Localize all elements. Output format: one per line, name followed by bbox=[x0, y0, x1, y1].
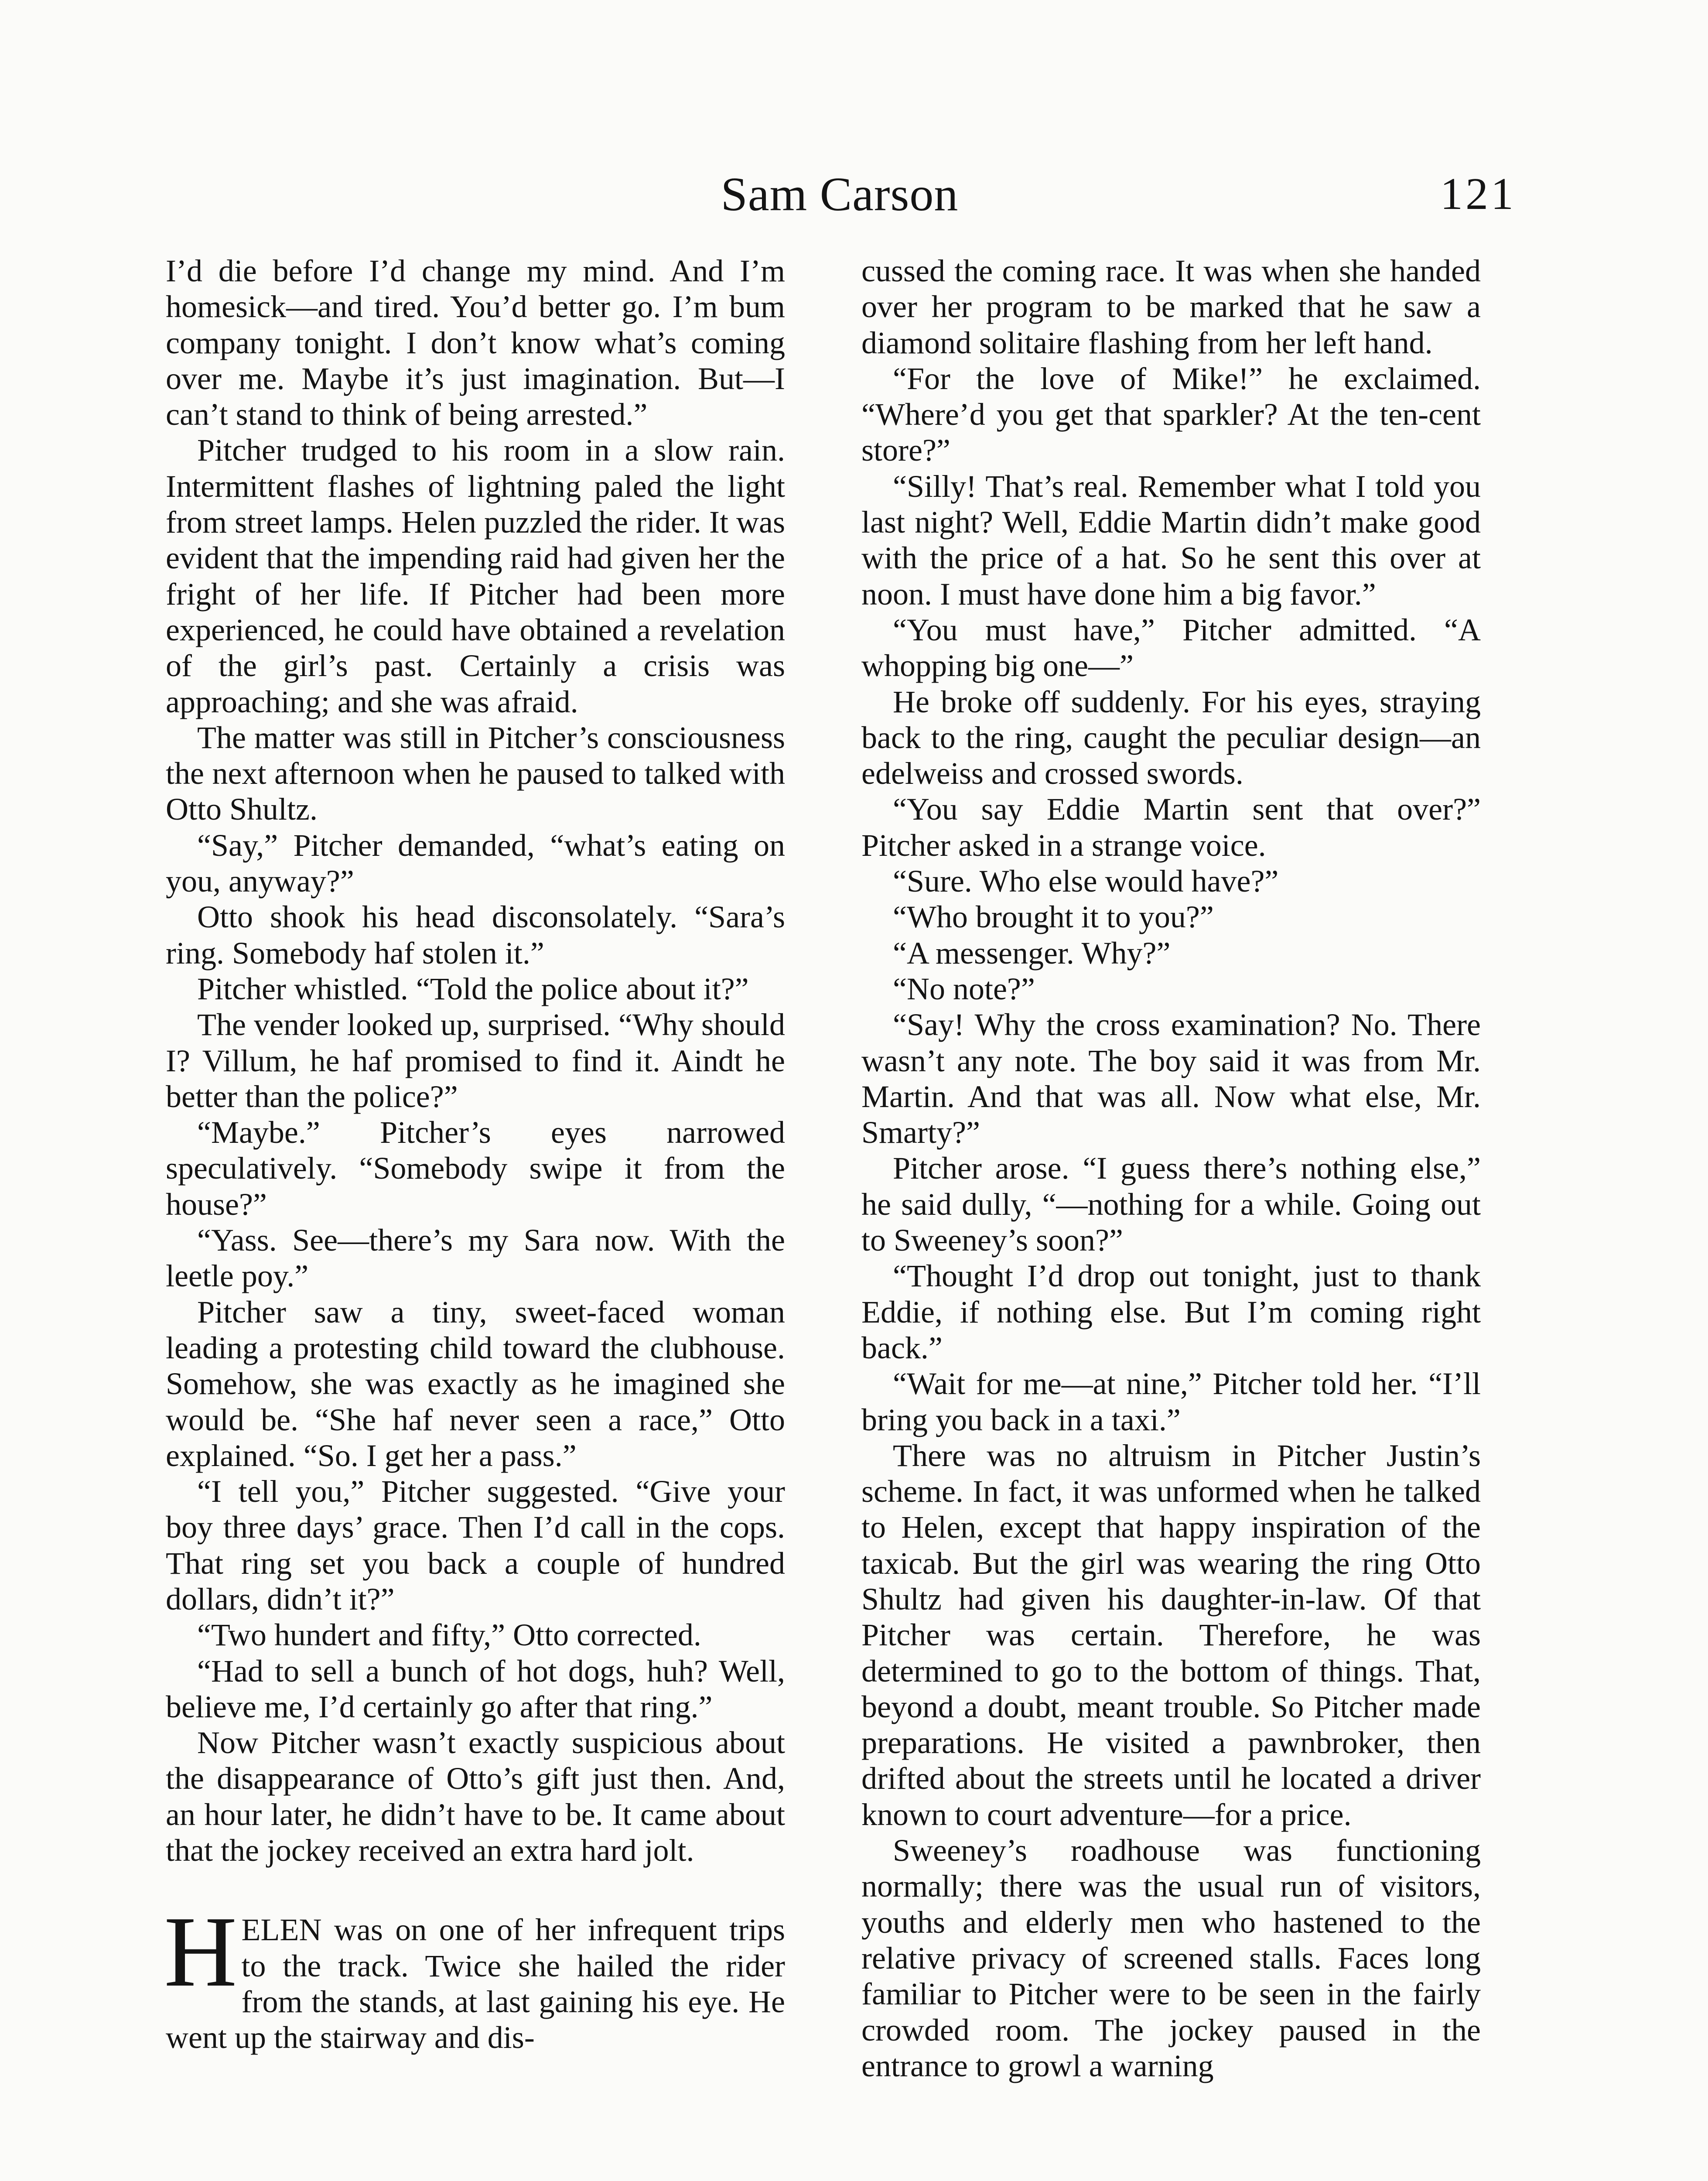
paragraph: “Say! Why the cross examination? No. There wasn’t any note. The boy said it was from Mr. Martin. And that was all. Now what else, Mr. Smarty?” bbox=[861, 1007, 1481, 1150]
paragraph: Pitcher trudged to his room in a slow rain. Intermittent flashes of lightning paled the light from street lamps. Helen puzzled the rider. It was evident that the impending raid had given her the fright of her life. If Pitcher had been more experienced, he could have obtained a revelation of the girl’s past. Certainly a crisis was approaching; and she was afraid. bbox=[166, 433, 785, 719]
paragraph: “A messenger. Why?” bbox=[893, 935, 1171, 971]
paragraph: “You must have,” Pitcher admitted. “A whopping big one—” bbox=[861, 612, 1481, 684]
paragraph: Pitcher arose. “I guess there’s nothing else,” he said dully, “—nothing for a while. Going out to Sweeney’s soon?” bbox=[861, 1151, 1481, 1258]
paragraph: “Wait for me—at nine,” Pitcher told her. “I’ll bring you back in a taxi.” bbox=[861, 1366, 1481, 1437]
paragraph: “For the love of Mike!” he exclaimed. “Where’d you get that sparkler? At the ten-cent store?” bbox=[861, 361, 1481, 468]
paragraph: He broke off suddenly. For his eyes, straying back to the ring, caught the peculiar design—an edelweiss and crossed swords. bbox=[861, 684, 1481, 791]
paragraph: “You say Eddie Martin sent that over?” Pitcher asked in a strange voice. bbox=[861, 792, 1481, 863]
paragraph: “Thought I’d drop out tonight, just to thank Eddie, if nothing else. But I’m coming right back.” bbox=[861, 1258, 1481, 1365]
paragraph: “Two hundert and fifty,” Otto corrected. bbox=[197, 1617, 701, 1653]
paragraph: Pitcher saw a tiny, sweet-faced woman leading a protesting child toward the clubhouse. Somehow, she was exactly as he imagined she would be. “She haf never seen a race,” Otto explained. “So. I get her a pass.” bbox=[166, 1294, 785, 1473]
paragraph: Now Pitcher wasn’t exactly suspicious about the disappearance of Otto’s gift just then. And, an hour later, he didn’t have to be. It came about that the jockey received an extra hard jolt. bbox=[166, 1725, 785, 1868]
running-head bbox=[0, 164, 1708, 225]
page-number: 121 bbox=[1440, 169, 1516, 219]
paragraph: Pitcher whistled. “Told the police about it?” bbox=[197, 971, 749, 1006]
paragraph: Otto shook his head disconsolately. “Sara’s ring. Somebody haf stolen it.” bbox=[166, 899, 785, 971]
paragraph: “Maybe.” Pitcher’s eyes narrowed speculatively. “Somebody swipe it from the house?” bbox=[166, 1115, 785, 1222]
paragraph: “Had to sell a bunch of hot dogs, huh? Well, believe me, I’d certainly go after that ring.” bbox=[166, 1653, 785, 1724]
running-title: Sam Carson bbox=[721, 168, 959, 221]
right-column bbox=[861, 253, 1481, 2084]
paragraph: “I tell you,” Pitcher suggested. “Give your boy three days’ grace. Then I’d call in the cops. That ring set you back a couple of hundred dollars, didn’t it?” bbox=[166, 1474, 785, 1617]
paragraph: “Who brought it to you?” bbox=[893, 899, 1214, 935]
paragraph: Sweeney’s roadhouse was functioning normally; there was the usual run of visitors, youths and elderly men who hastened to the relative privacy of screened stalls. Faces long familiar to Pitcher were to be seen in the fairly crowded room. The jockey paused in the entrance to growl a warning bbox=[861, 1833, 1481, 2083]
paragraph: “No note?” bbox=[893, 971, 1035, 1006]
paragraph: The matter was still in Pitcher’s consciousness the next afternoon when he paused to talked with Otto Shultz. bbox=[166, 720, 785, 827]
section-opening-text: ELEN was on one of her infrequent trips to the track. Twice she hailed the rider from the stands, at last gaining his eye. He went up the stairway and dis- bbox=[166, 1912, 785, 2055]
paragraph: “Silly! That’s real. Remember what I told you last night? Well, Eddie Martin didn’t make good with the price of a hat. So he sent this over at noon. I must have done him a big favor.” bbox=[861, 468, 1481, 612]
paragraph: The vender looked up, surprised. “Why should I? Villum, he haf promised to find it. Aindt he better than the police?” bbox=[166, 1007, 785, 1114]
paragraph: “Yass. See—there’s my Sara now. With the leetle poy.” bbox=[166, 1223, 785, 1294]
drop-cap: H bbox=[164, 1896, 237, 2008]
paragraph: cussed the coming race. It was when she handed over her program to be marked that he saw a diamond solitaire flashing from her left hand. bbox=[861, 253, 1481, 360]
left-column bbox=[166, 253, 785, 2056]
paragraph: I’d die before I’d change my mind. And I’m homesick—and tired. You’d better go. I’m bum company tonight. I don’t know what’s coming over me. Maybe it’s just imagination. But—I can’t stand to think of being arrested.” bbox=[166, 253, 785, 432]
paragraph: There was no altruism in Pitcher Justin’s scheme. In fact, it was unformed when he talked to Helen, except that happy inspiration of the taxicab. But the girl was wearing the ring Otto Shultz had given his daughter-in-law. Of that Pitcher was certain. Therefore, he was determined to go to the bottom of things. That, beyond a doubt, meant trouble. So Pitcher made preparations. He visited a pawnbroker, then drifted about the streets until he located a driver known to court adventure—for a price. bbox=[861, 1438, 1481, 1832]
paragraph: “Sure. Who else would have?” bbox=[893, 864, 1279, 899]
paragraph: “Say,” Pitcher demanded, “what’s eating on you, anyway?” bbox=[166, 827, 785, 899]
section-opening-paragraph bbox=[164, 1896, 785, 2055]
